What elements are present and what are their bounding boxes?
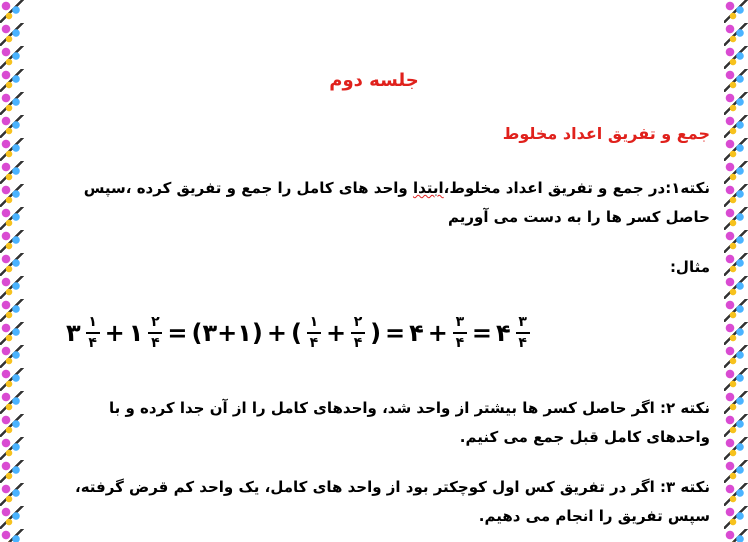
fraction-1-numerator: ۱ [88,314,97,330]
whole-sum-group: (۳+۱) [191,319,263,347]
fraction-6-numerator: ۳ [518,314,527,330]
note-1-text-start: نکته۱:در جمع و تفریق اعداد مخلوط، [443,179,710,197]
final-whole: ۴ [496,319,511,347]
plus-sign: + [266,319,287,347]
equals-sign: = [385,319,406,347]
equals-sign: = [471,319,493,347]
fraction-5 [453,314,467,352]
whole-number-1: ۳ [66,319,81,347]
note-1-text-end: واحد های کامل را جمع و تفریق کرده ،سپس حاصل کسر ها را به دست می آوریم [83,179,710,226]
note-3: نکته ۳: اگر در تفریق کس اول کوچکتر بود از واحد های کامل، یک واحد کم قرض گرفته، سپس تفریق را انجام می دهیم. [75,478,710,525]
close-paren: ) [370,319,382,347]
fraction-4 [351,314,365,352]
fraction-4-numerator: ۲ [353,314,363,330]
fraction-3-numerator: ۱ [309,314,319,330]
whole-number-2: ۱ [128,319,144,347]
plus-sign: + [104,319,125,347]
example-label: مثال: [669,258,710,276]
section-subtitle: جمع و تفریق اعداد مخلوط [502,124,710,143]
fraction-1 [86,314,100,352]
fraction-5-denominator: ۴ [455,335,465,351]
page-title: جلسه دوم [329,70,419,91]
note-1 [50,174,710,232]
plus-sign: + [325,319,347,347]
note-2: نکته ۲: اگر حاصل کسر ها بیشتر از واحد شد، واحدهای کامل را از آن جدا کرده و با واحدهای کامل قبل جمع می کنیم. [109,399,710,446]
fraction-6 [516,314,530,352]
fraction-3 [307,314,321,352]
fraction-5-numerator: ۳ [455,314,465,330]
math-equation [66,308,706,358]
note-1-misspelled-word: ابتدا [412,179,444,197]
document-page [30,0,718,542]
fraction-3-denominator: ۴ [309,335,319,351]
fraction-4-denominator: ۴ [353,335,363,351]
fraction-2-numerator: ۲ [151,314,160,330]
plus-sign: + [427,319,448,347]
fraction-1-denominator: ۴ [88,335,97,351]
result-whole: ۴ [409,319,424,347]
fraction-2 [148,314,162,352]
open-paren: ( [290,319,302,347]
fraction-6-denominator: ۴ [518,335,527,351]
decorative-border-right [724,0,748,542]
decorative-border-left [0,0,24,542]
equals-sign: = [167,319,188,347]
fraction-2-denominator: ۴ [151,335,160,351]
